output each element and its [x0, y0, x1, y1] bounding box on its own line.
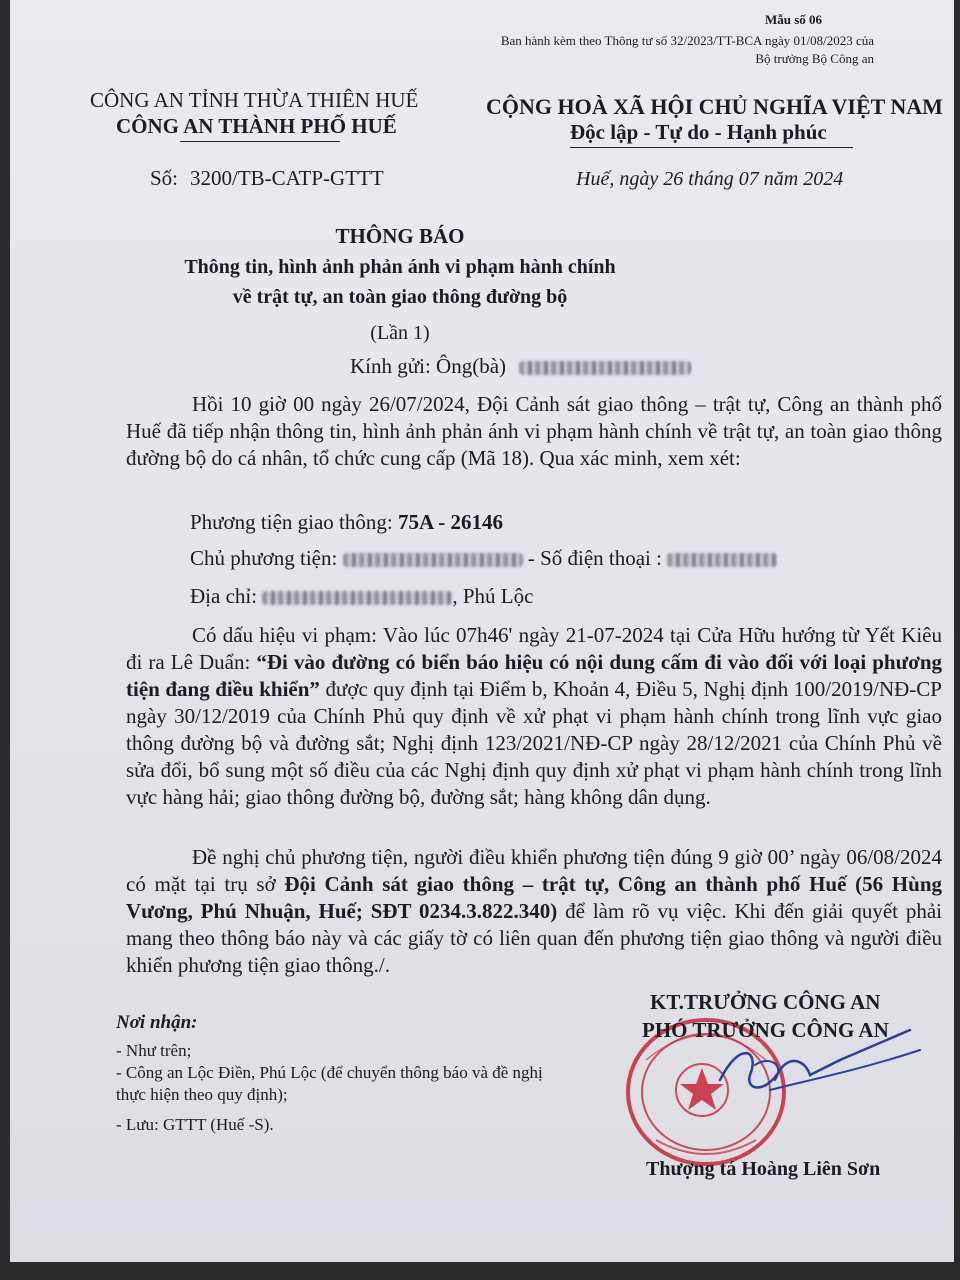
- vehicle-line: [190, 510, 503, 535]
- notice-round: (Lần 1): [370, 322, 430, 344]
- owner-line: [190, 546, 777, 571]
- agency-name: CÔNG AN THÀNH PHỐ HUẾ: [116, 114, 397, 138]
- redacted-recipient-name: [519, 361, 691, 375]
- request-location: Đội Cảnh sát giao thông – trật tự, Công an thành phố Huế (56 Hùng Vương, Phú Nhuận, Huế; SĐT 0234.3.822.340): [126, 872, 942, 923]
- recipients-title: Nơi nhận:: [116, 1012, 198, 1033]
- greeting: [350, 354, 691, 379]
- place-date: Huế, ngày 26 tháng 07 năm 2024: [576, 168, 844, 190]
- phone-label: - Số điện thoại :: [527, 546, 662, 570]
- address-tail: , Phú Lộc: [452, 584, 534, 608]
- document-number-value: 3200/TB-CATP-GTTT: [190, 166, 384, 190]
- form-reference: Ban hành kèm theo Thông tư số 32/2023/TT-BCA ngày 01/08/2023 của Bộ trưởng Bộ Công an: [500, 33, 874, 66]
- recipient-item: - Lưu: GTTT (Huế -S).: [116, 1115, 274, 1134]
- address-line: [190, 584, 533, 609]
- violation-paragraph: [126, 622, 942, 811]
- signer-name: Thượng tá Hoàng Liên Sơn: [646, 1158, 881, 1180]
- agency-parent: CÔNG AN TỈNH THỪA THIÊN HUẾ: [90, 88, 419, 112]
- vehicle-label: Phương tiện giao thông:: [190, 510, 393, 534]
- vehicle-plate: 75A - 26146: [397, 510, 503, 534]
- signature-title-2: PHÓ TRƯỞNG CÔNG AN: [642, 1018, 889, 1042]
- request-rest: để làm rõ vụ việc. Khi đến giải quyết phải mang theo thông báo này và các giấy tờ có liên quan đến phương tiện giao thông và người điều khiển phương tiện giao thông./.: [126, 899, 942, 977]
- request-intro: Đề nghị chủ phương tiện, người điều khiển phương tiện đúng 9 giờ 00’ ngày 06/08/2024 có mặt tại trụ sở: [126, 845, 942, 896]
- recipient-item: - Như trên;: [116, 1041, 192, 1060]
- document-number-label: Số:: [150, 166, 179, 190]
- motto-underline: [570, 147, 853, 148]
- recipient-item: - Công an Lộc Điền, Phú Lộc (để chuyển thông báo và đề nghị thực hiện theo quy định);: [116, 1063, 543, 1104]
- redacted-owner-name: [343, 553, 523, 567]
- request-paragraph: [126, 844, 942, 979]
- subtitle-line-2: về trật tự, an toàn giao thông đường bộ: [232, 286, 568, 308]
- violation-legal-basis: được quy định tại Điểm b, Khoản 4, Điều 5, Nghị định 100/2019/NĐ-CP ngày 30/12/2019 của Chính Phủ quy định về xử phạt vi phạm hành chính trong lĩnh vực giao thông đường bộ và đường sắt; Nghị định 123/2021/NĐ-CP ngày 28/12/2021 của Chính Phủ về sửa đổi, bổ sung một số điều của các Nghị định quy định xử phạt vi phạm hành chính trong lĩnh vực hàng hải; giao thông đường bộ, đường sắt; hàng không dân dụng.: [126, 677, 942, 809]
- form-number: Mẫu số 06: [764, 12, 822, 27]
- owner-label: Chủ phương tiện:: [190, 546, 338, 570]
- subtitle-line-1: Thông tin, hình ảnh phản ánh vi phạm hành chính: [184, 256, 616, 278]
- redacted-address: [262, 591, 452, 605]
- signature-title-1: KT.TRƯỞNG CÔNG AN: [650, 990, 881, 1014]
- document-title: THÔNG BÁO: [335, 224, 465, 248]
- address-label: Địa chỉ:: [190, 584, 258, 608]
- intro-paragraph: Hồi 10 giờ 00 ngày 26/07/2024, Đội Cảnh sát giao thông – trật tự, Công an thành phố Huế đã tiếp nhận thông tin, hình ảnh phản ánh vi phạm hành chính về trật tự, an toàn giao thông đường bộ do cá nhân, tổ chức cung cấp (Mã 18). Qua xác minh, xem xét:: [126, 392, 942, 470]
- agency-underline: [180, 141, 340, 142]
- document-number: [150, 166, 384, 191]
- violation-intro: Có dấu hiệu vi phạm: Vào lúc 07h46' ngày 21-07-2024 tại Cửa Hữu hướng từ Yết Kiêu đi ra Lê Duẩn:: [126, 623, 942, 674]
- document-page: [10, 0, 954, 1262]
- national-motto: Độc lập - Tự do - Hạnh phúc: [570, 120, 827, 144]
- country-name: CỘNG HOÀ XÃ HỘI CHỦ NGHĨA VIỆT NAM: [486, 94, 943, 119]
- redacted-phone: [667, 553, 777, 567]
- greeting-label: Kính gửi: Ông(bà): [350, 354, 507, 378]
- violation-description: “Đi vào đường có biển báo hiệu có nội dung cấm đi vào đối với loại phương tiện đang điều khiển”: [126, 650, 942, 701]
